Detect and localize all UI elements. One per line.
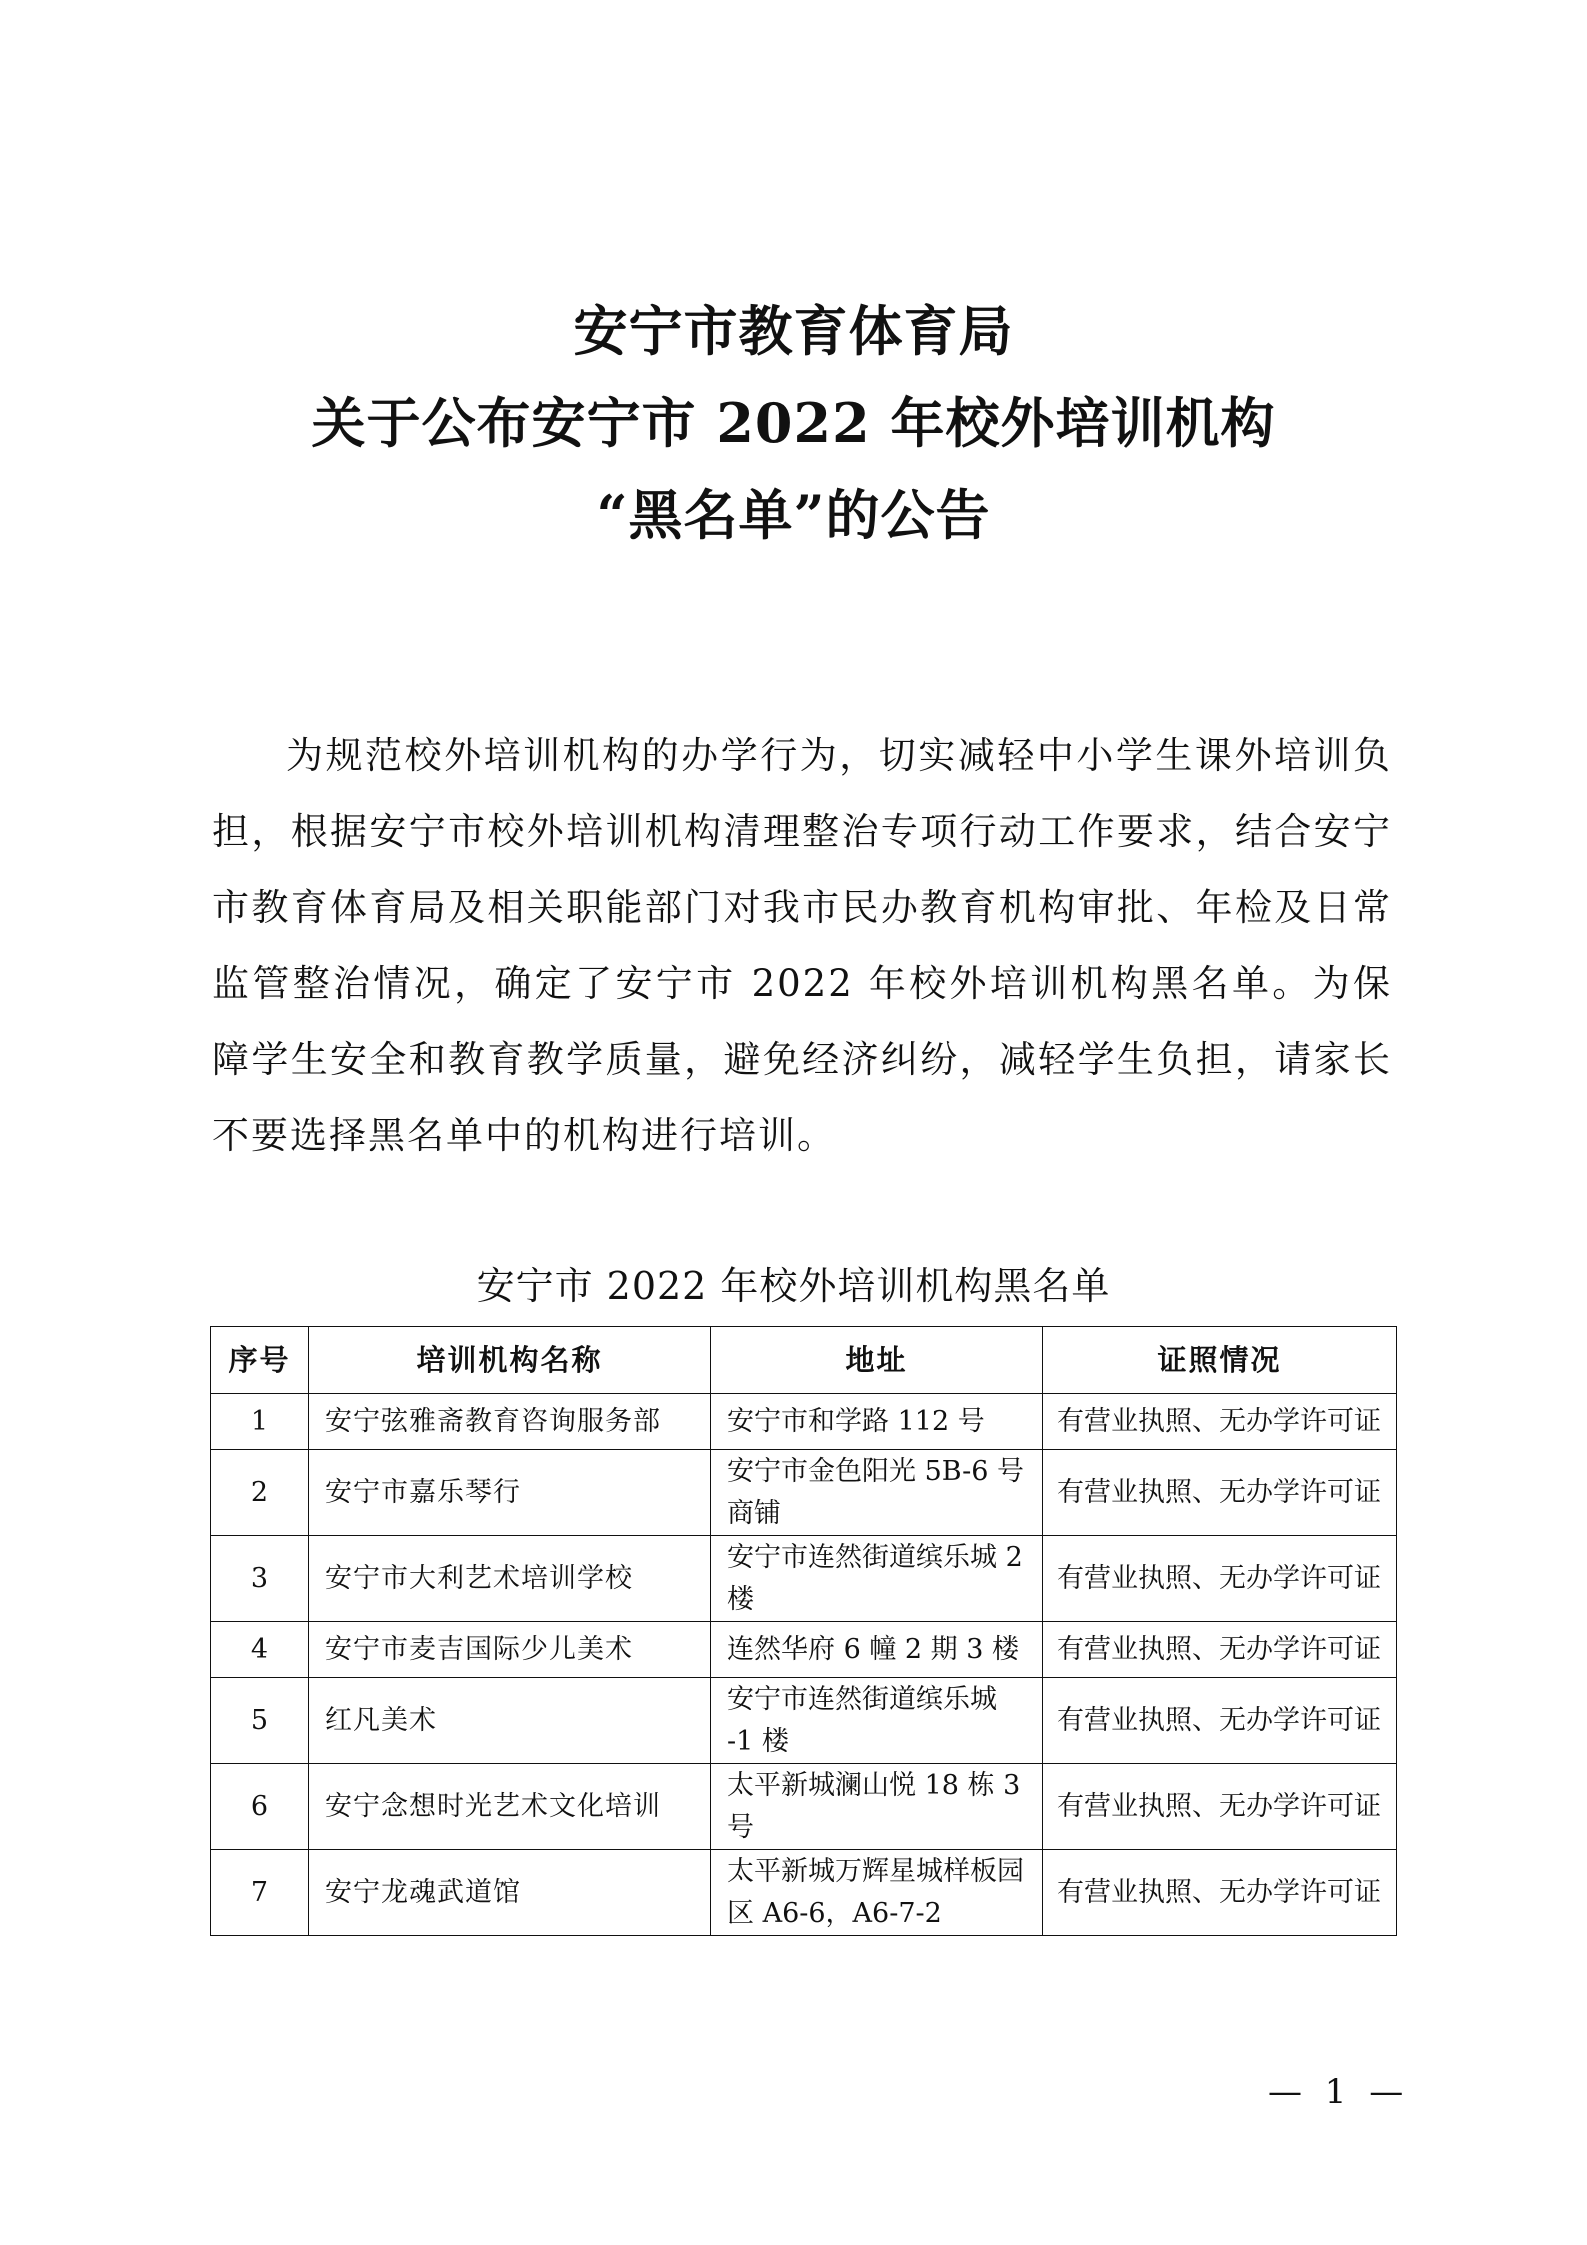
title-line-2: 关于公布安宁市 2022 年校外培训机构: [311, 391, 1276, 455]
row-no: 1: [211, 1394, 309, 1450]
table-row: [211, 1536, 1397, 1622]
row-address: 太平新城万辉星城样板园区 A6-6，A6-7-2: [711, 1850, 1043, 1936]
table-row: [211, 1764, 1397, 1850]
row-name: 安宁市麦吉国际少儿美术: [309, 1622, 711, 1678]
intro-paragraph: 为规范校外培训机构的办学行为，切实减轻中小学生课外培训负担，根据安宁市校外培训机构清理整治专项行动工作要求，结合安宁市教育体育局及相关职能部门对我市民办教育机构审批、年检及日常监管整治情况，确定了安宁市 2022 年校外培训机构黑名单。为保障学生安全和教育教学质量，避免经济纠纷，减轻学生负担，请家长不要选择黑名单中的机构进行培训。: [212, 734, 1392, 1157]
row-name: 安宁龙魂武道馆: [309, 1850, 711, 1936]
row-no: 2: [211, 1450, 309, 1536]
row-name: 安宁市大利艺术培训学校: [309, 1536, 711, 1622]
blacklist-table: [210, 1326, 1397, 1936]
row-address: 安宁市和学路 112 号: [711, 1394, 1043, 1450]
table-row: [211, 1850, 1397, 1936]
row-name: 安宁弦雅斋教育咨询服务部: [309, 1394, 711, 1450]
header-no: 序号: [211, 1327, 309, 1394]
row-license: 有营业执照、无办学许可证: [1043, 1850, 1397, 1936]
page-number: — 1 —: [1268, 2072, 1410, 2112]
row-no: 4: [211, 1622, 309, 1678]
row-license: 有营业执照、无办学许可证: [1043, 1536, 1397, 1622]
row-license: 有营业执照、无办学许可证: [1043, 1622, 1397, 1678]
row-name: 安宁市嘉乐琴行: [309, 1450, 711, 1536]
row-license: 有营业执照、无办学许可证: [1043, 1678, 1397, 1764]
row-address: 安宁市连然街道缤乐城 -1 楼: [711, 1678, 1043, 1764]
row-no: 3: [211, 1536, 309, 1622]
row-no: 5: [211, 1678, 309, 1764]
title-line-1: 安宁市教育体育局: [573, 299, 1014, 363]
table-row: [211, 1450, 1397, 1536]
title-line-3: “黑名单”的公告: [596, 483, 991, 547]
table-row: [211, 1622, 1397, 1678]
row-address: 连然华府 6 幢 2 期 3 楼: [711, 1622, 1043, 1678]
row-address: 安宁市金色阳光 5B-6 号商铺: [711, 1450, 1043, 1536]
row-license: 有营业执照、无办学许可证: [1043, 1450, 1397, 1536]
table-header-row: [211, 1327, 1397, 1394]
row-name: 安宁念想时光艺术文化培训: [309, 1764, 711, 1850]
table-row: [211, 1394, 1397, 1450]
header-address: 地址: [711, 1327, 1043, 1394]
header-name: 培训机构名称: [309, 1327, 711, 1394]
row-no: 7: [211, 1850, 309, 1936]
header-license: 证照情况: [1043, 1327, 1397, 1394]
row-address: 太平新城澜山悦 18 栋 3 号: [711, 1764, 1043, 1850]
row-address: 安宁市连然街道缤乐城 2 楼: [711, 1536, 1043, 1622]
table-row: [211, 1678, 1397, 1764]
row-license: 有营业执照、无办学许可证: [1043, 1394, 1397, 1450]
table-caption: 安宁市 2022 年校外培训机构黑名单: [476, 1264, 1111, 1308]
row-license: 有营业执照、无办学许可证: [1043, 1764, 1397, 1850]
document-title: [0, 285, 1587, 561]
row-no: 6: [211, 1764, 309, 1850]
row-name: 红凡美术: [309, 1678, 711, 1764]
